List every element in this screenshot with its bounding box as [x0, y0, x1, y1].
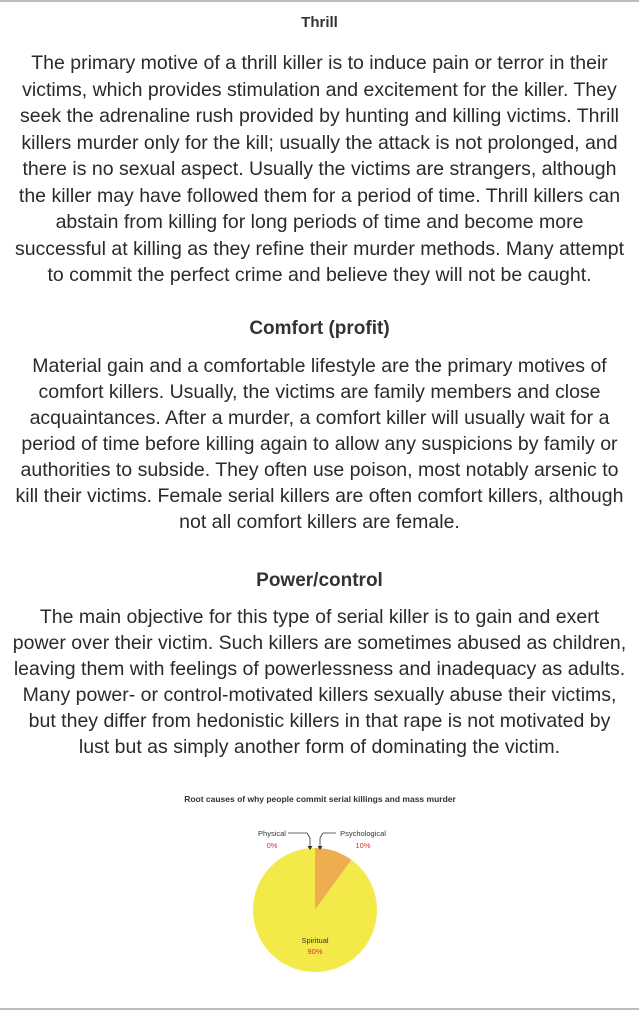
data-label-spiritual: 90% — [307, 947, 323, 956]
leader-line-physical — [288, 833, 310, 846]
pie-chart — [170, 790, 470, 1000]
heading-comfort: Comfort (profit) — [249, 318, 390, 339]
paragraph-comfort: Material gain and a comfortable lifestyle are the primary motives of comfort killers. Usually, the victims are family members and close acquaintances. After a murder, a comfort killer will usually wait for a period of time before killing again to allow any suspicions by family or authorities to subside. They often use poison, most notably arsenic to kill their victims. Female serial killers are often comfort killers, although not all comfort killers are female. — [15, 355, 624, 533]
bottom-divider — [0, 1008, 639, 1010]
pie-chart-svg — [170, 790, 470, 1000]
top-divider — [0, 0, 639, 2]
legend-label-psychological: Psychological — [340, 829, 386, 838]
paragraph-thrill: The primary motive of a thrill killer is to induce pain or terror in their victims, which provides stimulation and excitement for the killer. They seek the adrenaline rush provided by hunting and killing victims. Thrill killers murder only for the kill; usually the attack is not prolonged, and there is no sexual aspect. Usually the victims are strangers, although the killer may have followed them for a period of time. Thrill killers can abstain from killing for long periods of time and become more successful at killing as they refine their murder methods. Many attempt to commit the perfect crime and believe they will not be caught. — [14, 52, 625, 286]
leader-line-psychological — [320, 833, 336, 846]
chart-title: Root causes of why people commit serial killings and mass murder — [184, 794, 456, 804]
data-label-physical: 0% — [266, 841, 278, 850]
paragraph-power-control: The main objective for this type of serial killer is to gain and exert power over their victim. Such killers are sometimes abused as children, leaving them with feelings of powerlessness and inadequacy as adults. Many power- or control-motivated killers sexually abuse their victims, but they differ from hedonistic killers in that rape is not motivated by lust but as simply another form of dominating the victim. — [12, 606, 627, 758]
heading-power-control: Power/control — [256, 570, 383, 591]
data-label-psychological: 10% — [355, 841, 371, 850]
heading-thrill: Thrill — [301, 14, 338, 31]
legend-label-spiritual: Spiritual — [301, 936, 329, 945]
legend-label-physical: Physical — [258, 829, 286, 838]
